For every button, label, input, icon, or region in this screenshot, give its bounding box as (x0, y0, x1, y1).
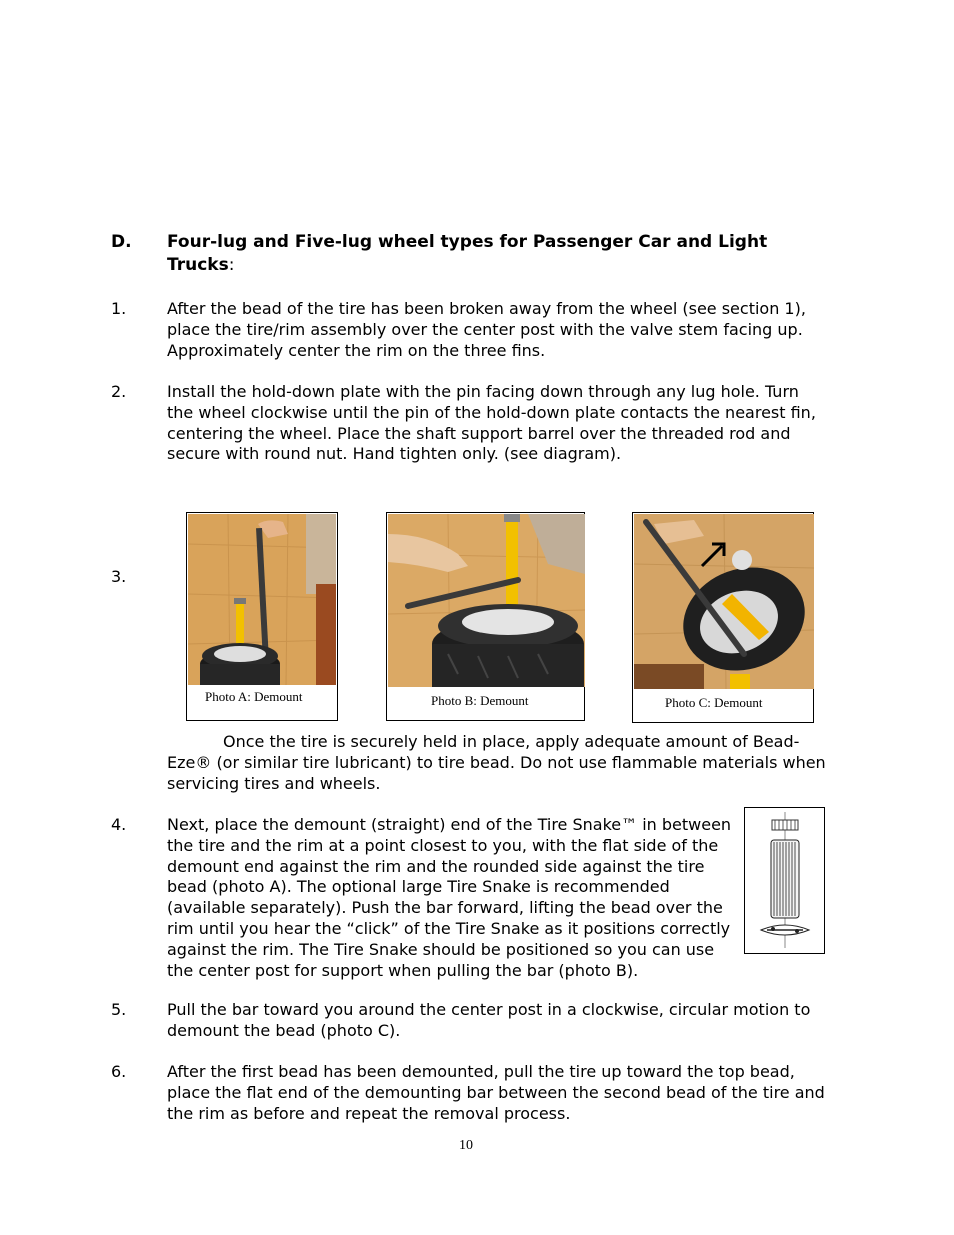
step-5-text: Pull the bar toward you around the center post in a clockwise, circular motion to demount the bead (photo C). (167, 1000, 811, 1040)
step-1-text: After the bead of the tire has been broken away from the wheel (see section 1), place the tire/rim assembly over the center post with the valve stem facing up. Approximately center the rim on the three fins. (167, 299, 806, 360)
photo-c-frame (632, 512, 814, 723)
section-title (167, 231, 807, 277)
step-2-number: 2. (111, 382, 127, 401)
photo-a-image (188, 514, 336, 685)
section-title-bold: Four-lug and Five-lug wheel types for Passenger Car and Light Trucks (167, 232, 768, 275)
photo-c-image (634, 514, 814, 689)
step-6-number: 6. (111, 1062, 127, 1081)
tire-snake-diagram (744, 807, 825, 954)
step-4-number: 4. (111, 815, 127, 834)
tire-snake-illustration (745, 808, 824, 953)
section-title-suffix: : (228, 255, 235, 275)
photo-b-caption: Photo B: Demount (431, 693, 529, 708)
photo-a-frame (186, 512, 338, 721)
page-number: 10 (459, 1138, 473, 1153)
step-3-number: 3. (111, 567, 127, 586)
photo-b-frame (386, 512, 585, 721)
step-1-number: 1. (111, 299, 127, 318)
photo-c-caption: Photo C: Demount (665, 695, 763, 710)
step-5-number: 5. (111, 1000, 127, 1019)
step-4-text: Next, place the demount (straight) end of the Tire Snake™ in between the tire and the rim at a point closest to you, with the flat side of the demount end against the rim and the rounded side against the tire bead (photo A). The optional large Tire Snake is recommended (available separately). Push the bar forward, lifting the bead over the rim until you hear the “click” of the Tire Snake as it positions correctly against the rim. The Tire Snake should be positioned so you can use the center post for support when pulling the bar (photo B). (167, 815, 732, 980)
step-6-text: After the first bead has been demounted, pull the tire up toward the top bead, place the flat end of the demounting bar between the second bead of the tire and the rim as before and repeat the removal process. (167, 1062, 825, 1123)
photo-a-caption: Photo A: Demount (205, 689, 303, 704)
photo-b-image (388, 514, 585, 687)
section-label: D. (111, 232, 132, 252)
step-2-text: Install the hold-down plate with the pin facing down through any lug hole. Turn the wheel clockwise until the pin of the hold-down plate contacts the nearest fin, centering the wheel. Place the shaft support barrel over the threaded rod and secure with round nut. Hand tighten only. (see diagram). (167, 382, 816, 464)
step-3-text: Once the tire is securely held in place, apply adequate amount of Bead-Eze® (or similar tire lubricant) to tire bead. Do not use flammable materials when servicing tires and wheels. (167, 732, 826, 793)
